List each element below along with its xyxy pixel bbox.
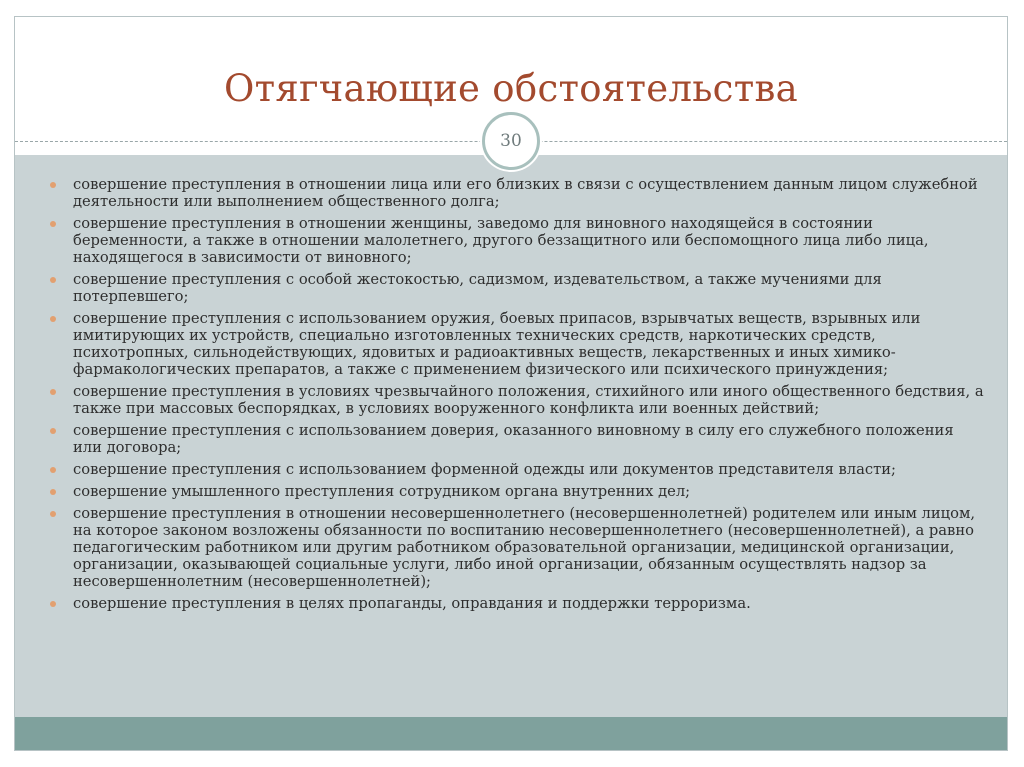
bullet-dot-icon (50, 277, 56, 283)
bullet-dot-icon (50, 221, 56, 227)
list-item (50, 310, 985, 378)
list-item-text: совершение умышленного преступления сотрудником органа внутренних дел; (73, 483, 691, 500)
list-item (50, 422, 985, 456)
list-item (50, 383, 985, 417)
list-item-text: совершение преступления в отношении лица или его близких в связи с осуществлением данным лицом служебной деятельности или выполнением общественного долга; (73, 176, 978, 210)
list-item (50, 271, 985, 305)
bullet-list (50, 176, 985, 617)
footer-bar (15, 717, 1007, 750)
bullet-dot-icon (50, 489, 56, 495)
bullet-dot-icon (50, 389, 56, 395)
list-item (50, 461, 985, 478)
list-item-text: совершение преступления с использованием доверия, оказанного виновному в силу его служебного положения или договора; (73, 422, 954, 456)
list-item-text: совершение преступления с использованием оружия, боевых припасов, взрывчатых веществ, взрывных или имитирующих их устройств, специально изготовленных технических средств, наркотических средств, психотропных, сильнодействующих, ядовитых и радиоактивных веществ, лекарственных и иных химико-фармакологических препаратов, а также с применением физического или психического принуждения; (73, 310, 921, 378)
list-item-text: совершение преступления с особой жестокостью, садизмом, издевательством, а также мучениями для потерпевшего; (73, 271, 882, 305)
bullet-dot-icon (50, 467, 56, 473)
list-item (50, 176, 985, 210)
page-number: 30 (500, 131, 522, 151)
list-item-text: совершение преступления в условиях чрезвычайного положения, стихийного или иного общественного бедствия, а также при массовых беспорядках, в условиях вооруженного конфликта или военных действий; (73, 383, 984, 417)
page-number-badge (482, 112, 540, 170)
list-item-text: совершение преступления с использованием форменной одежды или документов представителя власти; (73, 461, 896, 478)
list-item-text: совершение преступления в отношении несовершеннолетнего (несовершеннолетней) родителем или иным лицом, на которое законом возложены обязанности по воспитанию несовершеннолетнего (несовершеннолетней), а равно педагогическим работником или другим работником образовательной организации, медицинской организации, организации, оказывающей социальные услуги, либо иной организации, обязанным осуществлять надзор за несовершеннолетним (несовершеннолетней); (73, 505, 976, 590)
bullet-dot-icon (50, 511, 56, 517)
bullet-dot-icon (50, 601, 56, 607)
list-item (50, 505, 985, 590)
list-item-text: совершение преступления в отношении женщины, заведомо для виновного находящейся в состоянии беременности, а также в отношении малолетнего, другого беззащитного или беспомощного лица либо лица, находящегося в зависимости от виновного; (73, 215, 929, 266)
bullet-dot-icon (50, 182, 56, 188)
list-item (50, 595, 985, 612)
list-item (50, 215, 985, 266)
bullet-dot-icon (50, 316, 56, 322)
list-item (50, 483, 985, 500)
slide-title: Отягчающие обстоятельства (224, 67, 798, 110)
list-item-text: совершение преступления в целях пропаганды, оправдания и поддержки терроризма. (73, 595, 751, 612)
bullet-dot-icon (50, 428, 56, 434)
